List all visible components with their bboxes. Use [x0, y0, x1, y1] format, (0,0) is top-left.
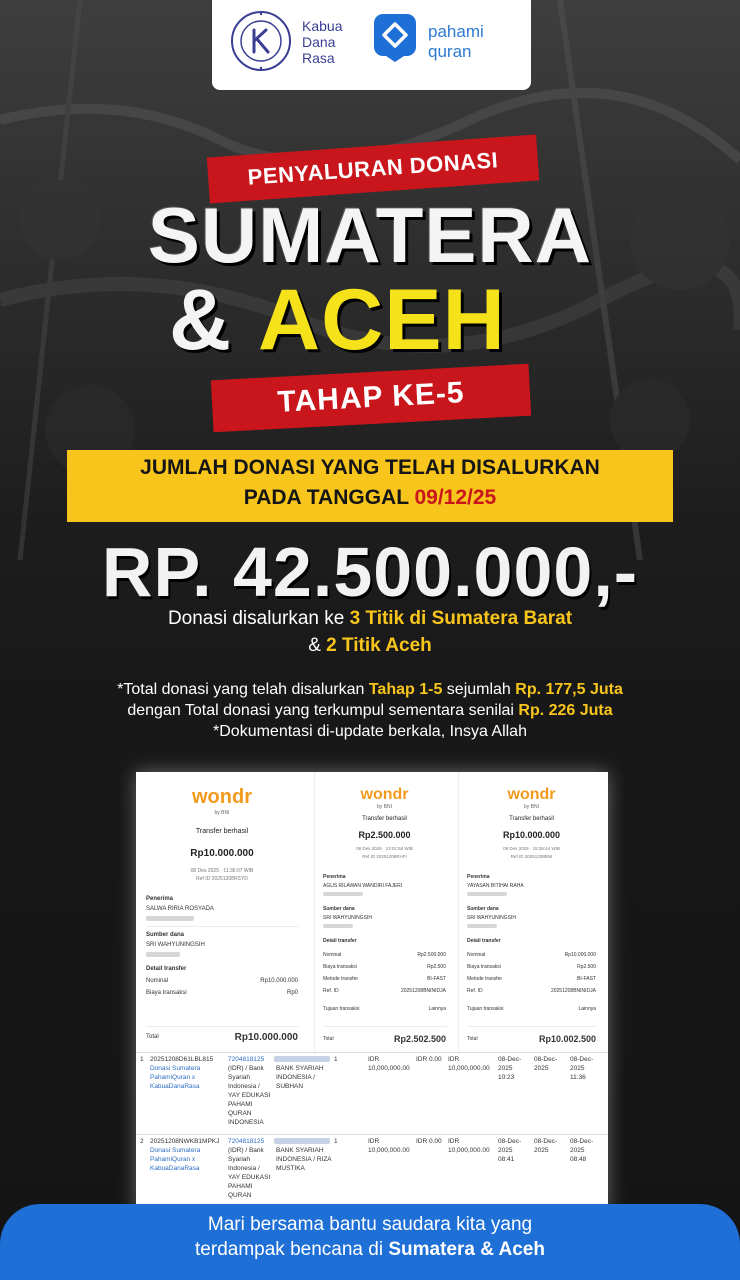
- blurred-account: [146, 916, 194, 921]
- penerima-name: SALWA RIRIA ROSYADA: [146, 906, 214, 912]
- sumber-name: SRI WAHYUNINGSIH: [146, 942, 205, 948]
- kabua-dana-rasa-logo: [230, 10, 292, 72]
- row-fee: IDR 0.00: [416, 1056, 442, 1063]
- yellow-box-prefix: PADA TANGGAL: [243, 486, 415, 509]
- distribution-date: 09/12/25: [414, 486, 497, 509]
- label-metode: Metode transfer: [467, 976, 503, 982]
- transfer-proof-card: [136, 772, 608, 1212]
- receipt-date: 08 Des 2025 · 11:36:07 WIB: [190, 868, 254, 874]
- label-total: Total: [323, 1036, 334, 1042]
- row-bank-1: (IDR) / Bank: [228, 1147, 264, 1154]
- receipt-ref: Ref ID 20251208RSYD: [196, 876, 248, 882]
- wondr-logo: wondr: [507, 786, 556, 803]
- note-1-tahap: Tahap 1-5: [368, 681, 443, 698]
- biaya-value: Rp2.500: [427, 964, 446, 970]
- wondr-by-bni: by BNI: [523, 804, 539, 810]
- blurred-account: [323, 924, 353, 928]
- distribution-line-2: [0, 635, 740, 657]
- kdr-line-1: Kabua: [302, 18, 343, 34]
- row-receiver-3: MUSTIKA: [276, 1165, 305, 1172]
- nominal-value: Rp10.000.000: [260, 978, 298, 984]
- ref-id-value: 20251208BNINIDJA: [550, 988, 596, 994]
- distribution-line-1: [0, 608, 740, 630]
- row-date1-2: 2025: [498, 1147, 513, 1154]
- divider: [146, 1026, 298, 1027]
- distribution-aceh: 2 Titik Aceh: [326, 635, 432, 656]
- donation-amount: RP. 42.500.000,-: [101, 533, 639, 611]
- row-number: 2: [140, 1138, 144, 1145]
- label-sumber: Sumber dana: [146, 932, 185, 938]
- row-desc-1: Donasi Sumatera: [150, 1147, 201, 1154]
- total-value: Rp2.502.500: [393, 1034, 446, 1044]
- row-total: 10,000,000.00: [448, 1065, 490, 1072]
- row-count: 1: [334, 1138, 338, 1145]
- receipt-2: [314, 772, 454, 1054]
- label-biaya: Biaya transaksi: [146, 990, 187, 996]
- partner-logo-bar: [212, 0, 531, 90]
- row-bank-5: PAHAMI: [228, 1183, 253, 1190]
- distribution-prefix-1: Donasi disalurkan ke: [167, 608, 350, 629]
- title-sumatera: SUMATERA: [147, 191, 593, 279]
- row-amount: 10,000,000.00: [368, 1147, 410, 1154]
- donation-date-box: [67, 450, 673, 522]
- label-tujuan: Tujuan transaksi: [323, 1006, 360, 1012]
- note-total-tahap: [0, 681, 740, 699]
- row-receiver-2: INDONESIA /: [276, 1074, 316, 1081]
- receipt-ref: Ref ID 20251208BNI: [510, 854, 553, 859]
- row-receiver-2: INDONESIA / RIZA: [276, 1156, 332, 1163]
- row-date3-1: 08-Dec-: [570, 1056, 594, 1063]
- label-biaya: Biaya transaksi: [467, 964, 501, 970]
- row-date2-1: 08-Dec-: [534, 1056, 558, 1063]
- metode-value: BI-FAST: [427, 976, 446, 982]
- row-date1-1: 08-Dec-: [498, 1056, 522, 1063]
- note-total-terkumpul: [0, 702, 740, 720]
- title-aceh: ACEH: [258, 272, 506, 368]
- nominal-value: Rp10.000.000: [564, 952, 596, 958]
- total-value: Rp10.002.500: [538, 1034, 596, 1044]
- biaya-value: Rp2.500: [577, 964, 596, 970]
- row-amount: 10,000,000.00: [368, 1065, 410, 1072]
- title-ampersand: &: [168, 272, 232, 368]
- blurred-account: [146, 952, 180, 957]
- table-row: [136, 1134, 608, 1212]
- label-detail: Detail transfer: [323, 938, 357, 944]
- row-date3-2: 2025: [570, 1147, 585, 1154]
- row-total: 10,000,000.00: [448, 1147, 490, 1154]
- note-dokumentasi: *Dokumentasi di-update berkala, Insya Allah: [213, 723, 527, 740]
- label-detail: Detail transfer: [146, 966, 187, 972]
- kdr-line-2: Dana: [302, 34, 336, 50]
- metode-value: BI-FAST: [577, 976, 596, 982]
- divider: [146, 926, 298, 927]
- row-desc-3: KabuaDanaRasa: [150, 1083, 200, 1090]
- row-receiver-1: BANK SYARIAH: [276, 1147, 324, 1154]
- note-1-total: Rp. 177,5 Juta: [515, 681, 623, 698]
- row-desc-1: Donasi Sumatera: [150, 1065, 201, 1072]
- blurred-account: [274, 1138, 330, 1144]
- row-date1-1: 08-Dec-: [498, 1138, 522, 1145]
- label-ref-id: Ref. ID: [323, 988, 339, 994]
- divider: [467, 1026, 597, 1027]
- wondr-by-bni: by BNI: [214, 810, 230, 816]
- label-penerima: Penerima: [323, 874, 346, 880]
- row-desc-3: KabuaDanaRasa: [150, 1165, 200, 1172]
- row-id: 20251208D61LBL815: [150, 1056, 214, 1063]
- blurred-account: [467, 924, 497, 928]
- wondr-logo: wondr: [360, 786, 409, 803]
- row-bank-2: Syariah: [228, 1074, 251, 1081]
- banner-tahap: TAHAP KE-5: [211, 364, 531, 433]
- row-desc-2: PahamiQuran x: [150, 1074, 196, 1081]
- cta-region: Sumatera & Aceh: [388, 1239, 545, 1260]
- blurred-account: [323, 892, 363, 896]
- label-metode: Metode transfer: [323, 976, 359, 982]
- row-currency: IDR: [368, 1138, 380, 1145]
- cta-line-2: [0, 1239, 740, 1261]
- label-biaya: Biaya transaksi: [323, 964, 357, 970]
- cta-line-1: Mari bersama bantu saudara kita yang: [207, 1214, 533, 1235]
- receipt-amount: Rp2.500.000: [358, 830, 411, 840]
- yellow-box-line-2: [67, 486, 673, 510]
- row-date3-2: 2025: [570, 1065, 585, 1072]
- label-total: Total: [146, 1034, 159, 1040]
- receipt-amount: Rp10.000.000: [502, 830, 561, 840]
- row-receiver-3: SUBHAN: [276, 1083, 304, 1090]
- row-bank-6: QURAN: [228, 1192, 252, 1199]
- row-date3-3: 08:48: [570, 1156, 587, 1163]
- total-value: Rp10.000.000: [234, 1032, 298, 1043]
- sumber-name: SRI WAHYUNINGSIH: [323, 915, 372, 921]
- receipt-status: Transfer berhasil: [362, 816, 407, 822]
- row-bank-7: INDONESIA: [228, 1119, 264, 1126]
- row-id: 20251208NWKB1MPKJ: [150, 1138, 220, 1145]
- label-penerima: Penerima: [146, 896, 174, 902]
- tujuan-value: Lainnya: [428, 1006, 446, 1012]
- row-bank-6: QURAN: [228, 1110, 252, 1117]
- label-tujuan: Tujuan transaksi: [467, 1006, 504, 1012]
- row-bank-5: PAHAMI: [228, 1101, 253, 1108]
- receipt-date: 08 Des 2025 · 13:01:58 WIB: [356, 846, 413, 851]
- label-nominal: Nominal: [146, 978, 169, 984]
- receipt-status: Transfer berhasil: [195, 828, 249, 835]
- pq-line-2: quran: [428, 42, 472, 61]
- row-bank-4: YAY EDUKASI: [228, 1174, 271, 1181]
- receipt-amount: Rp10.000.000: [190, 848, 254, 859]
- row-fee: IDR 0.00: [416, 1138, 442, 1145]
- row-count: 1: [334, 1056, 338, 1063]
- row-currency: IDR: [368, 1056, 380, 1063]
- row-desc-2: PahamiQuran x: [150, 1156, 196, 1163]
- row-date1-3: 10:23: [498, 1074, 515, 1081]
- receipt-1: [136, 772, 308, 1054]
- row-date1-3: 08:41: [498, 1156, 515, 1163]
- row-date2-2: 2025: [534, 1065, 549, 1072]
- row-bank-1: (IDR) / Bank: [228, 1065, 264, 1072]
- row-total-currency: IDR: [448, 1056, 460, 1063]
- banner-penyaluran-donasi: PENYALURAN DONASI: [207, 135, 539, 204]
- pq-line-1: pahami: [428, 22, 484, 41]
- row-bank-4: YAY EDUKASI: [228, 1092, 271, 1099]
- row-date3-1: 08-Dec-: [570, 1138, 594, 1145]
- receipt-date: 08 Des 2025 · 15:36:44 WIB: [503, 846, 560, 851]
- row-number: 1: [140, 1056, 144, 1063]
- label-sumber: Sumber dana: [467, 906, 499, 912]
- note-2-total: Rp. 226 Juta: [518, 702, 613, 719]
- note-1-prefix: *Total donasi yang telah disalurkan: [117, 681, 369, 698]
- note-1-mid: sejumlah: [442, 681, 516, 698]
- label-nominal: Nominal: [323, 952, 342, 958]
- penerima-name: YAYASAN BITIHAI RAHA: [467, 883, 524, 889]
- divider: [323, 1026, 447, 1027]
- row-total-currency: IDR: [448, 1138, 460, 1145]
- bottom-call-to-action: [0, 1204, 740, 1280]
- cta-line-2-prefix: terdampak bencana di: [195, 1239, 389, 1260]
- label-nominal: Nominal: [467, 952, 486, 958]
- wondr-logo: wondr: [192, 786, 252, 808]
- note-2-prefix: dengan Total donasi yang terkumpul sementara senilai: [127, 702, 519, 719]
- table-row: [136, 1052, 608, 1134]
- receipt-status: Transfer berhasil: [509, 816, 554, 822]
- row-date2-1: 08-Dec-: [534, 1138, 558, 1145]
- penerima-name: AGUS RILAWAN WANDIRI FAJERI: [323, 883, 403, 889]
- distribution-prefix-2: &: [308, 635, 327, 656]
- row-account: 7204818125: [228, 1138, 265, 1145]
- blurred-account: [274, 1056, 330, 1062]
- blurred-account: [467, 892, 507, 896]
- nominal-value: Rp2.500.000: [417, 952, 446, 958]
- biaya-value: Rp0: [286, 990, 298, 996]
- row-bank-2: Syariah: [228, 1156, 251, 1163]
- row-receiver-1: BANK SYARIAH: [276, 1065, 324, 1072]
- tujuan-value: Lainnya: [578, 1006, 596, 1012]
- ref-id-value: 20251208BNINIDJA: [400, 988, 446, 994]
- row-date3-3: 11:36: [570, 1074, 586, 1081]
- pahami-quran-logo-icon: [372, 12, 418, 64]
- sumber-name: SRI WAHYUNINGSIH: [467, 915, 516, 921]
- wondr-by-bni: by BNI: [376, 804, 392, 810]
- label-penerima: Penerima: [467, 874, 490, 880]
- yellow-box-line-1: JUMLAH DONASI YANG TELAH DISALURKAN: [140, 456, 600, 479]
- label-total: Total: [467, 1036, 478, 1042]
- label-detail: Detail transfer: [467, 938, 501, 944]
- label-ref-id: Ref. ID: [467, 988, 483, 994]
- row-date1-2: 2025: [498, 1065, 513, 1072]
- label-sumber: Sumber dana: [323, 906, 355, 912]
- receipt-ref: Ref ID 20251208RAFI: [362, 854, 407, 859]
- distribution-sumbar: 3 Titik di Sumatera Barat: [349, 608, 573, 629]
- row-account: 7204818125: [228, 1056, 265, 1063]
- row-date2-2: 2025: [534, 1147, 549, 1154]
- receipt-3: [458, 772, 604, 1054]
- row-bank-3: Indonesia /: [228, 1083, 260, 1090]
- row-bank-3: Indonesia /: [228, 1165, 260, 1172]
- kdr-line-3: Rasa: [302, 50, 335, 66]
